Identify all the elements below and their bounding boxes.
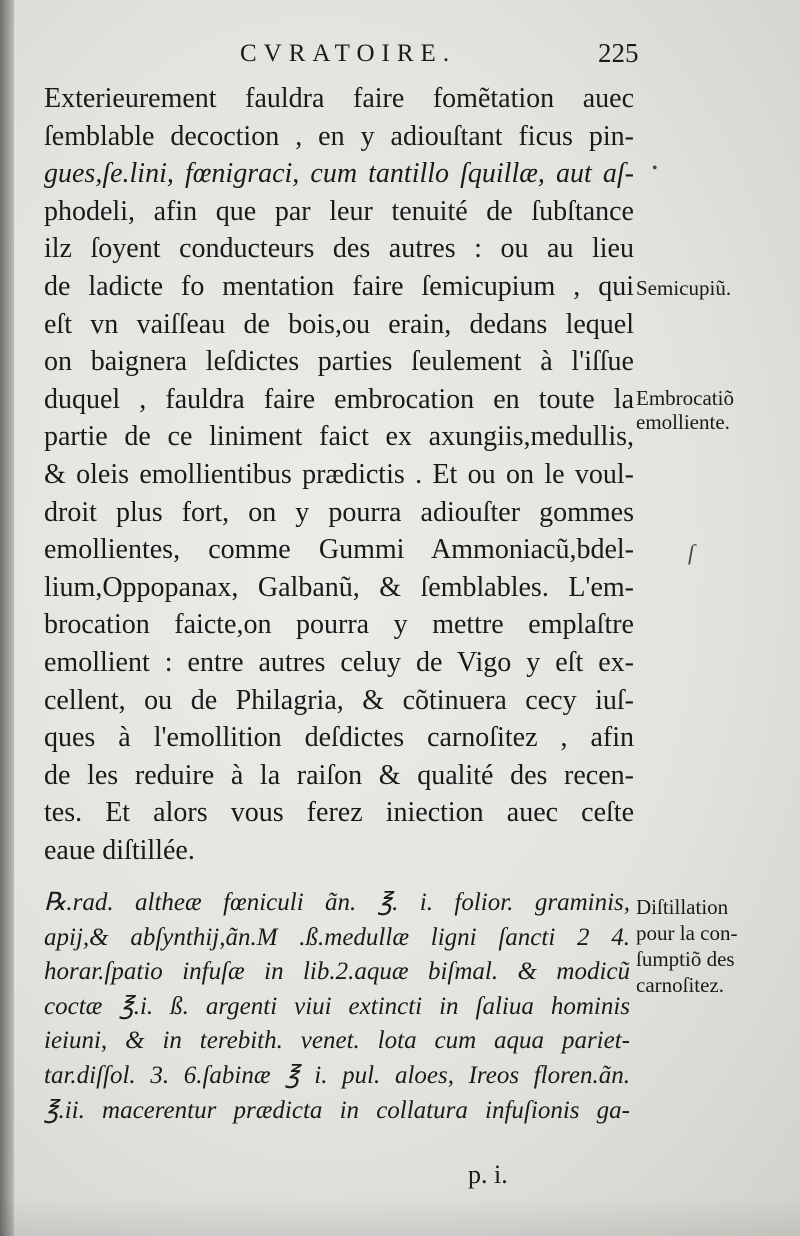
text-line: phodeli, afin que par leur tenuité de ſubſtance (44, 195, 634, 227)
text-line: emollientes, comme Gummi Ammoniacũ,bdel- (44, 534, 634, 566)
text-line: eſt vn vaiſſeau de bois,ou erain, dedans lequel (44, 308, 634, 340)
margin-note-line: emolliente. (636, 410, 730, 434)
recipe-line: tar.diſſol. 3. 6.ſabinæ ℥ i. pul. aloes, Ireos floren.ãn. (44, 1061, 630, 1089)
text-line: duquel , fauldra faire embrocation en toute la (44, 383, 634, 415)
recipe-line: ℥.ii. macerentur prædicta in collatura infuſionis ga- (44, 1096, 630, 1124)
text-line: ilz ſoyent conducteurs des autres : ou au lieu (44, 233, 634, 265)
recipe-block (44, 886, 630, 1128)
page-number: 225 (598, 38, 639, 68)
text-line: eaue diſtillée. (44, 834, 195, 866)
margin-note-line: Embrocatiõ (636, 386, 734, 410)
recipe-line: coctæ ℥.i. ß. argenti viui extincti in ſaliua hominis (44, 992, 630, 1020)
text-line: lium,Oppopanax, Galbanũ, & ſemblables. L'em- (44, 571, 634, 603)
margin-note-semicupium (636, 276, 731, 300)
text-line: partie de ce liniment faict ex axungiis,medullis, (44, 421, 634, 453)
ink-speck: • (652, 160, 658, 177)
text-line: gues,ſe.lini, fœnigraci, cum tantillo ſquillæ, aut aſ- (44, 158, 634, 190)
page-shadow (0, 1196, 800, 1236)
text-line: ſemblable decoction , en y adiouſtant ficus pin- (44, 120, 634, 152)
text-line: brocation faicte,on pourra y mettre emplaſtre (44, 609, 634, 641)
signature-mark: p. i. (468, 1160, 508, 1189)
margin-note-line: Semicupiũ. (636, 276, 732, 300)
recipe-line: apij,& abſynthij,ãn.M .ß.medullæ ligni ſancti 2 4. (44, 923, 630, 951)
text-line: droit plus fort, on y pourra adiouſter gommes (44, 496, 634, 528)
recipe-line: ℞.rad. altheæ fœniculi ãn. ℥. i. folior. graminis, (44, 889, 630, 916)
text-line: & oleis emollientibus prædictis . Et ou on le voul- (44, 458, 634, 490)
binding-gutter (0, 0, 14, 1236)
margin-note-distillation (636, 894, 737, 998)
text-line: ques à l'emollition deſdictes carnoſitez , afin (44, 722, 634, 754)
text-line: on baignera leſdictes parties ſeulement à l'iſſue (44, 346, 634, 378)
margin-note-line: pour la con- (636, 921, 738, 945)
ink-speck: ſ (688, 540, 695, 565)
recipe-line: horar.ſpatio infuſæ in lib.2.aquæ biſmal. & modicũ (44, 958, 630, 986)
page-header (0, 40, 800, 74)
text-line: Exterieurement fauldra faire fomẽtation auec (44, 83, 634, 114)
margin-note-line: carnoſitez. (636, 973, 725, 997)
text-line: cellent, ou de Philagria, & cõtinuera cecy iuſ- (44, 684, 634, 716)
text-line: tes. Et alors vous ferez iniection auec ceſte (44, 797, 634, 829)
main-text (44, 80, 634, 869)
margin-note-line: Diſtillation (636, 895, 729, 919)
text-line: de les reduire à la raiſon & qualité des recen- (44, 759, 634, 791)
text-line: de ladicte fo mentation faire ſemicupium , qui (44, 270, 634, 302)
running-head: CVRATOIRE. (240, 40, 457, 67)
margin-note-embrocation (636, 386, 734, 434)
recipe-line: ieiuni, & in terebith. venet. lota cum aqua pariet- (44, 1027, 630, 1055)
margin-note-line: ſumptiõ des (636, 947, 735, 971)
text-line: emollient : entre autres celuy de Vigo y eſt ex- (44, 646, 634, 678)
